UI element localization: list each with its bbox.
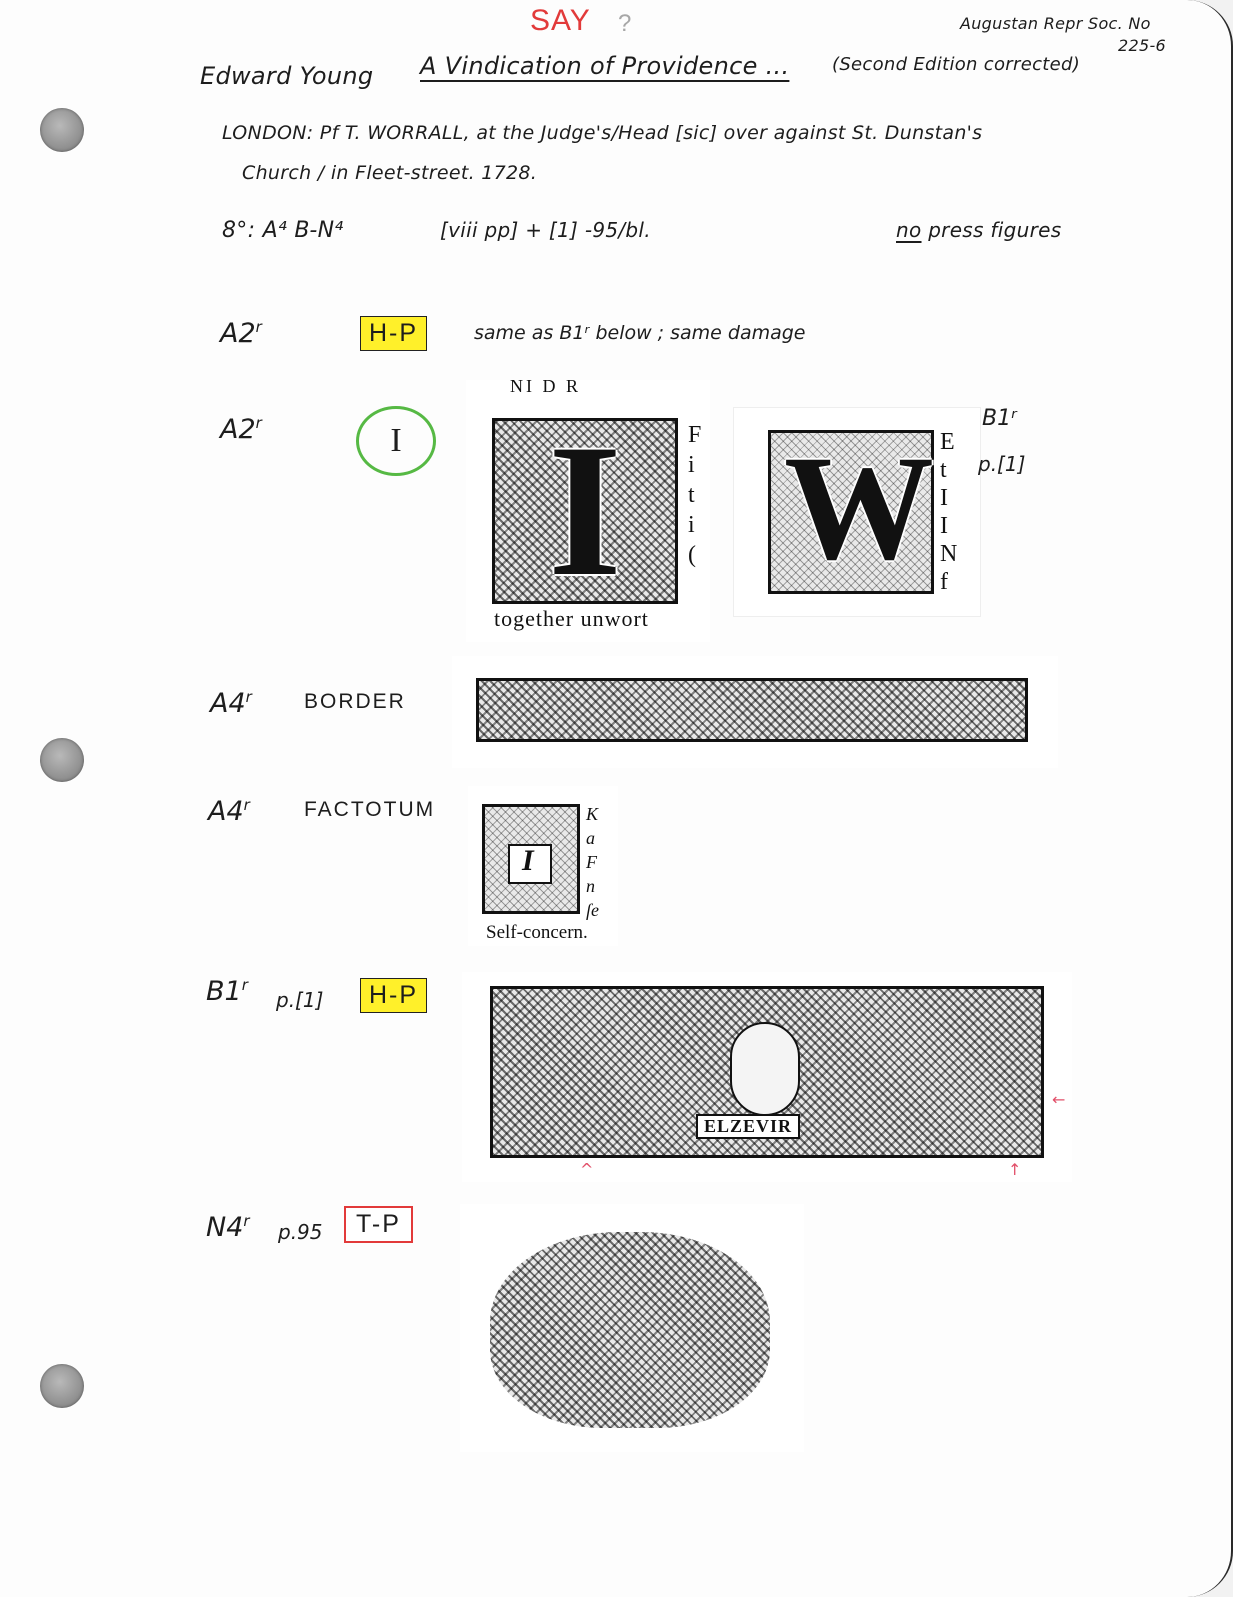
initial-i-letter: I: [548, 406, 622, 616]
initial-i-top-text: NI D R: [510, 376, 581, 396]
entry-1-tag: H-P: [360, 316, 427, 351]
reference-number: 225-6: [1118, 36, 1166, 55]
reference-line: Augustan Repr Soc. No: [960, 14, 1151, 33]
pagination: [viii pp] + [1] -95/bl.: [440, 218, 651, 242]
edition-note: (Second Edition corrected): [832, 54, 1081, 75]
border-clipping: [452, 656, 1058, 768]
border-ornament: [476, 678, 1028, 742]
binder-hole-bottom: [40, 1364, 84, 1408]
binder-hole-top: [40, 108, 84, 152]
entry-4-signature: A4$^r$: [208, 796, 250, 827]
imprint-line-2: Church / in Fleet-street. 1728.: [242, 162, 538, 184]
collation: 8°: A⁴ B-N⁴: [222, 218, 344, 243]
press-figures-text: press figures: [928, 218, 1062, 242]
entry-5-tag: H-P: [360, 978, 427, 1013]
factotum-column-text: K a F n ſe: [586, 804, 599, 920]
tailpiece-clipping: [460, 1204, 804, 1452]
factotum-letter: I: [522, 844, 534, 877]
entry-6-signature: N4$^r$: [206, 1212, 250, 1243]
factotum-caption: Self-concern.: [486, 922, 588, 943]
initial-i-column-text: F i t i (: [688, 422, 702, 568]
headpiece-banner: ELZEVIR: [696, 1114, 800, 1139]
binder-hole-middle: [40, 738, 84, 782]
entry-6-page: p.95: [278, 1220, 323, 1244]
entry-2-signature: A2$^r$: [220, 414, 262, 445]
initial-i-clipping: [466, 376, 710, 642]
headpiece-clipping: [462, 972, 1072, 1182]
entry-3-label: BORDER: [304, 690, 406, 713]
author: Edward Young: [200, 62, 374, 90]
entry-2-circled-letter: I: [356, 406, 436, 476]
headpiece-portrait-oval: [730, 1022, 800, 1116]
entry-5-page: p.[1]: [276, 988, 324, 1012]
entry-6-tag: T-P: [344, 1206, 413, 1243]
book-title: A Vindication of Providence ...: [420, 52, 790, 80]
damage-mark-icon: ^: [580, 1160, 594, 1179]
say-label: SAY: [530, 4, 591, 37]
initial-w-clipping: [734, 408, 980, 616]
entry-2-side-page: p.[1]: [978, 452, 1026, 476]
entry-3-signature: A4$^r$: [210, 688, 252, 719]
factotum-clipping: [468, 786, 618, 946]
initial-w-column-text: E t I I N f: [940, 429, 958, 595]
damage-arrow-up-icon: ↑: [1008, 1160, 1022, 1179]
damage-arrow-right-icon: ←: [1052, 1090, 1066, 1109]
imprint-line-1: LONDON: Pf T. WORRALL, at the Judge's/Head [sic] over against St. Dunstan's: [222, 122, 983, 144]
entry-4-label: FACTOTUM: [304, 798, 436, 821]
press-figures-note: [896, 218, 1061, 242]
entry-5-signature: B1$^r$: [206, 976, 248, 1007]
entry-2-side-label: B1ʳ: [982, 406, 1017, 431]
initial-w-letter: W: [784, 425, 934, 591]
entry-1-signature: A2$^r$: [220, 318, 262, 349]
say-query-mark: ?: [618, 10, 632, 37]
entry-1-note: same as B1ʳ below ; same damage: [474, 322, 806, 344]
initial-i-caption: together unwort: [494, 606, 649, 631]
press-figures-no: no: [896, 218, 922, 242]
tailpiece-woodcut: [490, 1232, 770, 1428]
